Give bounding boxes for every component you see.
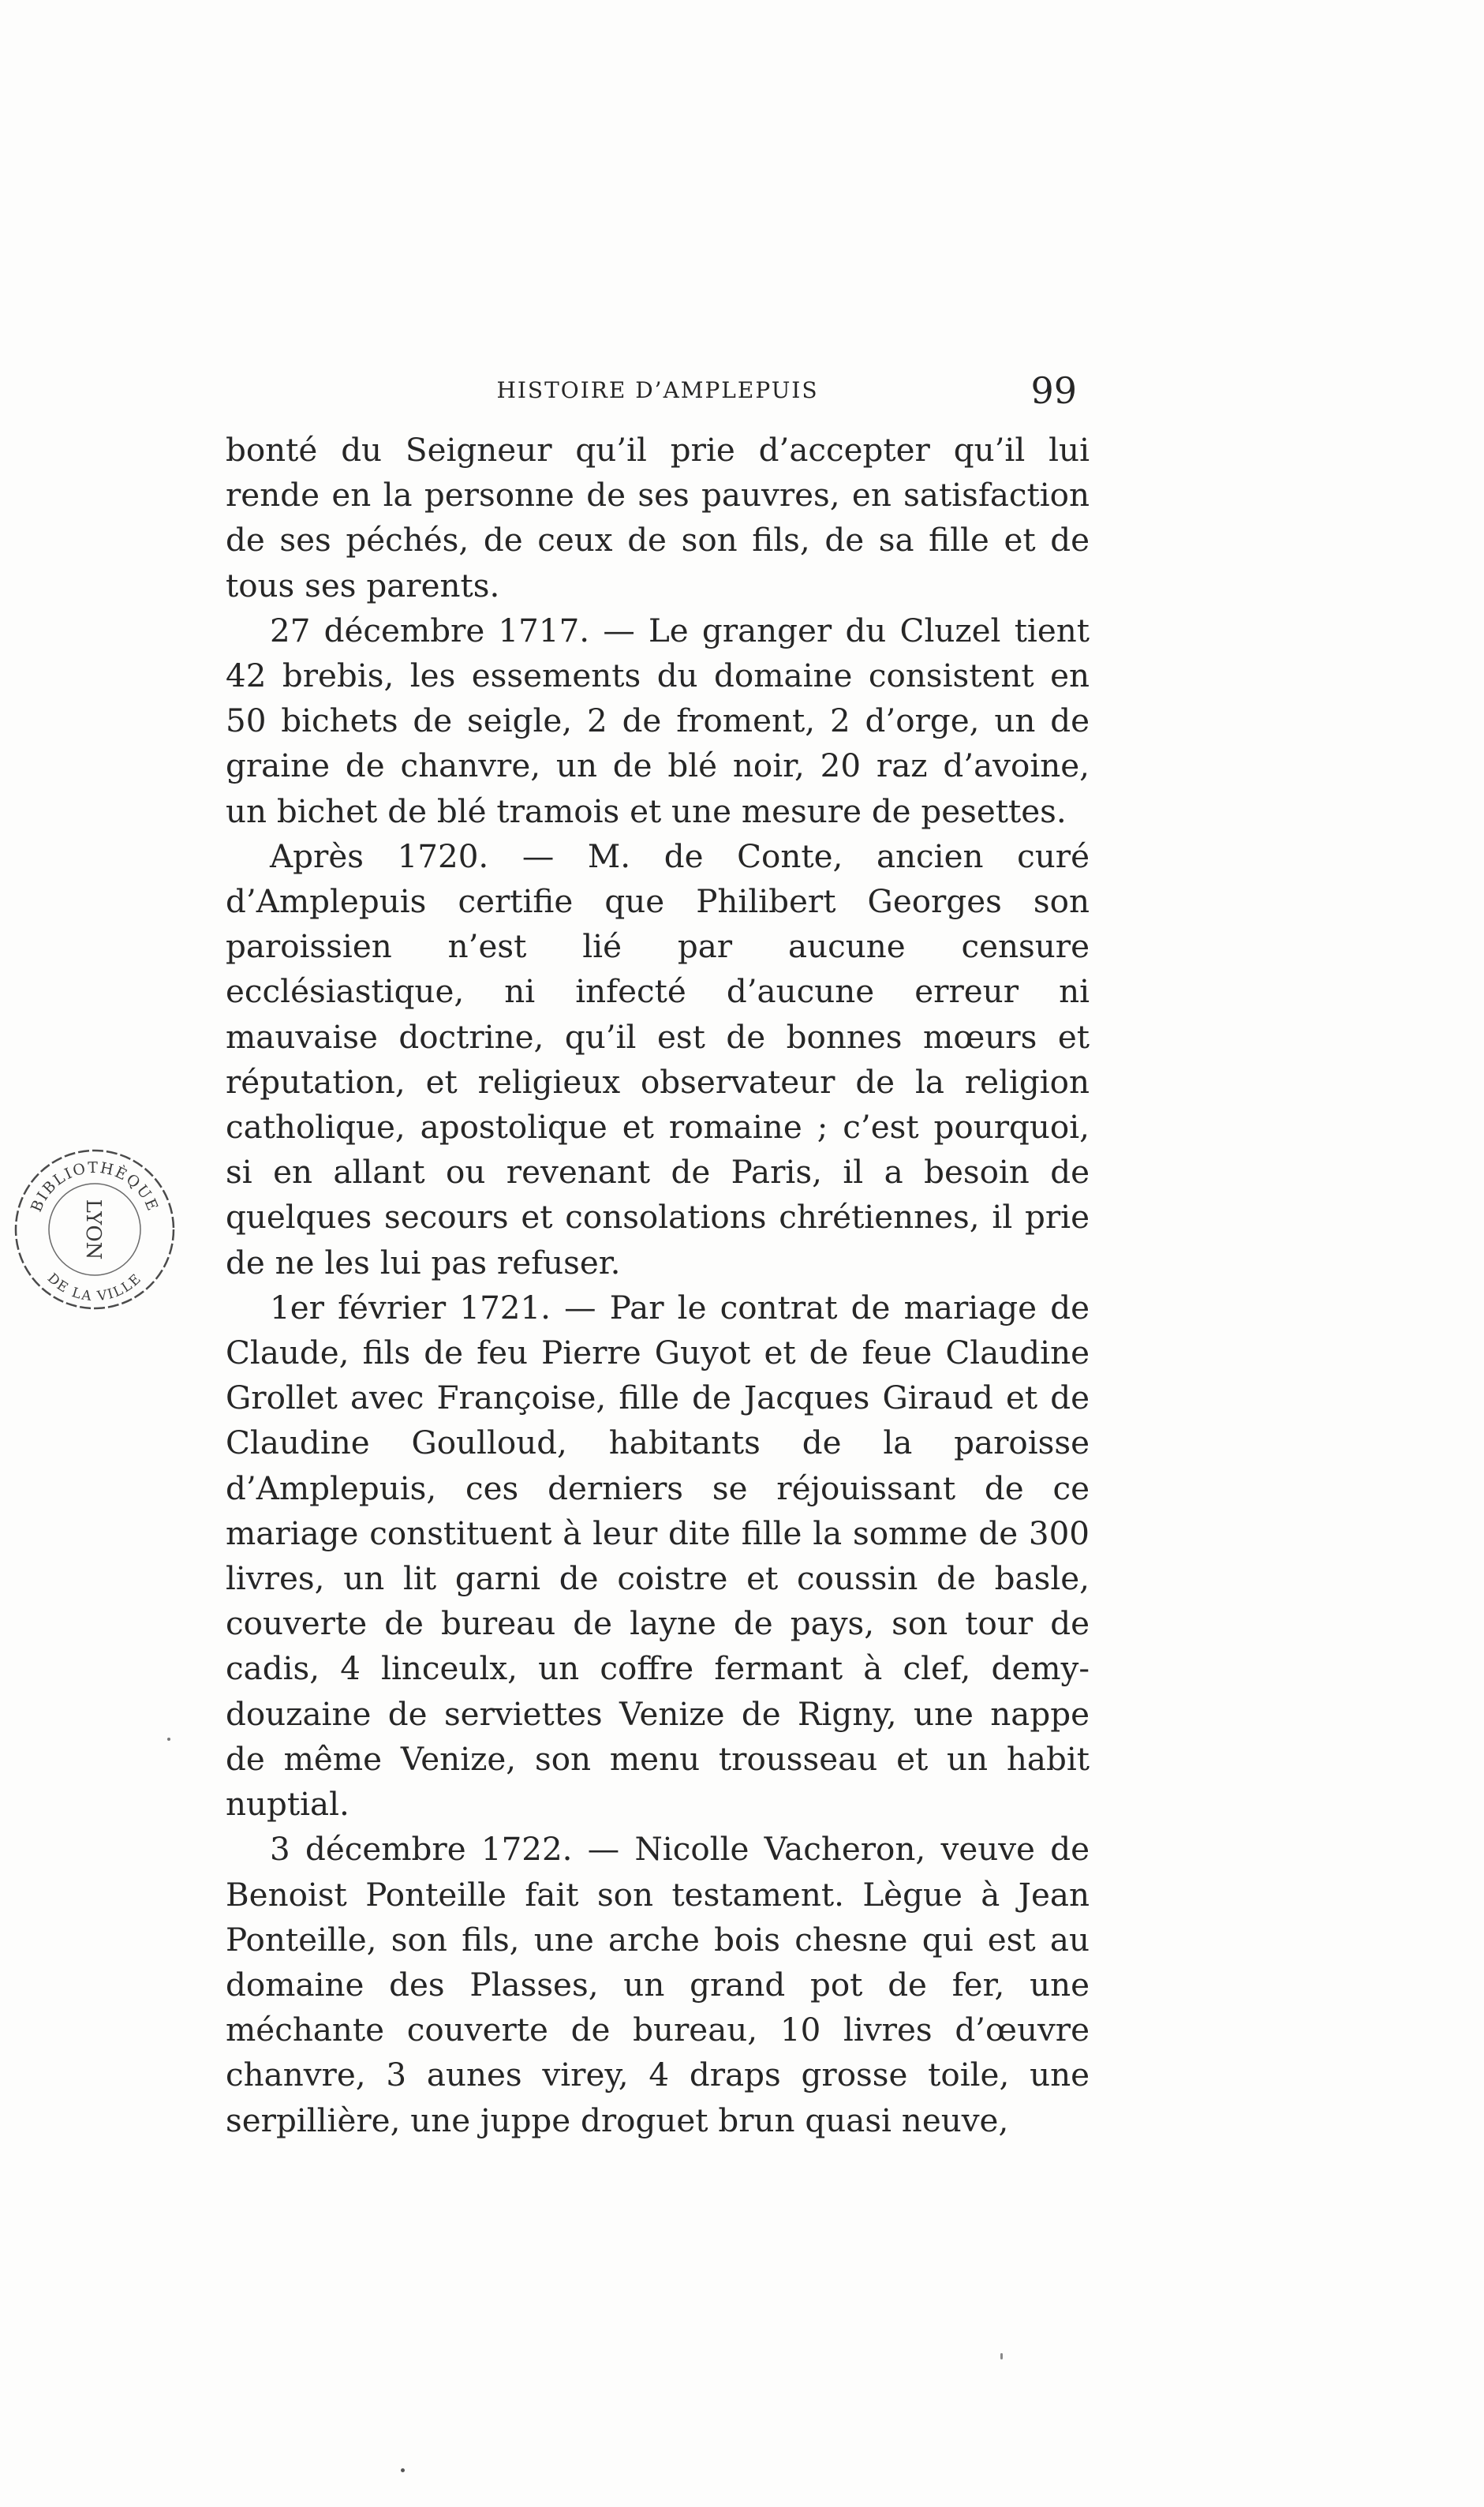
stamp-text-center: LYON xyxy=(81,1199,105,1260)
paragraph-continuation: bonté du Seigneur qu’il prie d’accepter qu’il lui rende en la personne de ses pauvres, en satisfaction de ses péchés, de ceux de son fils, de sa fille et de tous ses parents. xyxy=(226,431,1090,604)
library-stamp xyxy=(8,1143,181,1316)
ink-speck xyxy=(167,1738,170,1741)
page-number: 99 xyxy=(1030,369,1077,412)
paragraph-1717: 27 décembre 1717. — Le granger du Cluzel tient 42 brebis, les essements du domaine consistent en 50 bichets de seigle, 2 de froment, 2 d’orge, un de graine de chanvre, un de blé noir, 20 raz d’avoine, un bichet de blé tramois et une mesure de pesettes. xyxy=(226,611,1090,830)
paragraph-1720: Après 1720. — M. de Conte, ancien curé d’Amplepuis certifie que Philibert Georges son paroissien n’est lié par aucune censure ecclésiastique, ni infecté d’aucune erreur ni mauvaise doctrine, qu’il est de bonnes mœurs et réputation, et religieux observateur de la religion catholique, apostolique et romaine ; c’est pourquoi, si en allant ou revenant de Paris, il a besoin de quelques secours et consolations chrétiennes, il prie de ne les lui pas refuser. xyxy=(226,836,1090,1282)
stamp-text-top: BIBLIOTHÈQUE xyxy=(28,1158,162,1215)
body-text xyxy=(226,428,1090,2143)
stamp-text-bottom: DE LA VILLE xyxy=(43,1270,146,1305)
ink-speck xyxy=(401,2468,405,2472)
paragraph-1722: 3 décembre 1722. — Nicolle Vacheron, veuve de Benoist Ponteille fait son testament. Lègue à Jean Ponteille, son fils, une arche bois chesne qui est au domaine des Plasses, un grand pot de fer, une méchante couverte de bureau, 10 livres d’œuvre chanvre, 3 aunes virey, 4 draps grosse toile, une serpillière, une juppe droguet brun quasi neuve, xyxy=(226,1830,1090,2139)
running-head xyxy=(226,369,1090,417)
running-title: HISTOIRE D’AMPLEPUIS xyxy=(496,377,819,403)
paragraph-1721: 1er février 1721. — Par le contrat de mariage de Claude, fils de feu Pierre Guyot et de feue Claudine Grollet avec Françoise, fille de Jacques Giraud et de Claudine Goulloud, habitants de la paroisse d’Amplepuis, ces derniers se réjouissant de ce mariage constituent à leur dite fille la somme de 300 livres, un lit garni de coistre et coussin de basle, couverte de bureau de layne de pays, son tour de cadis, 4 linceulx, un coffre fermant à clef, demy-douzaine de serviettes Venize de Rigny, une nappe de même Venize, son menu trousseau et un habit nuptial. xyxy=(226,1288,1090,1824)
ink-speck xyxy=(1000,2353,1003,2359)
